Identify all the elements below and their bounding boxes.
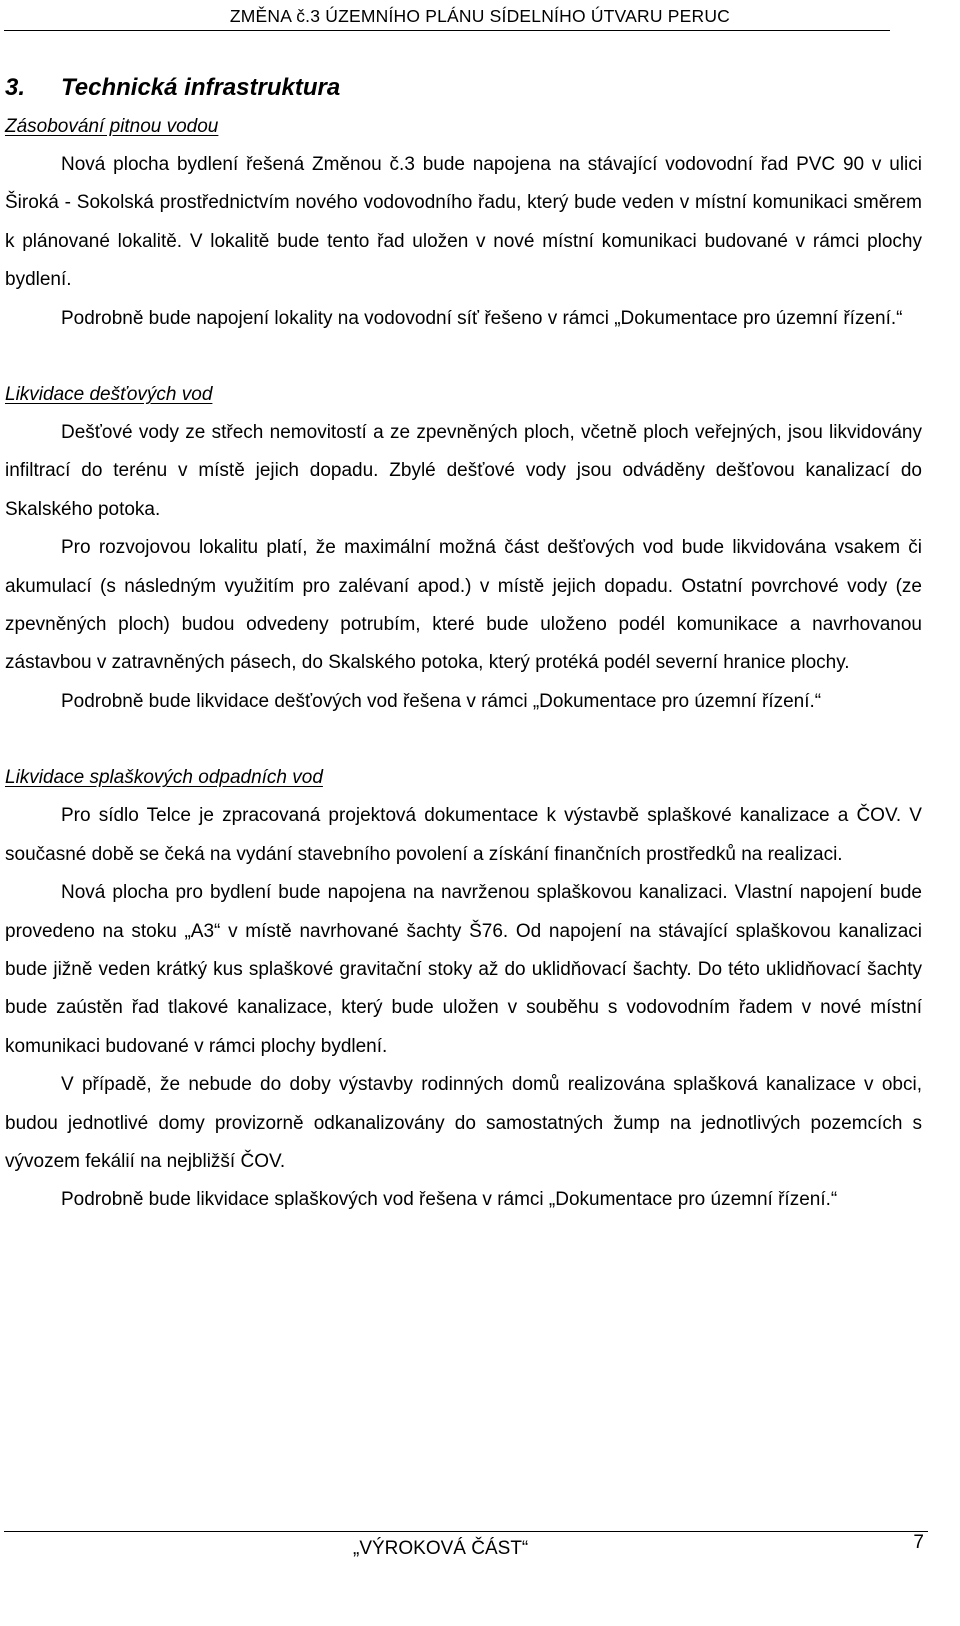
footer-label: „VÝROKOVÁ ČÁST“: [353, 1538, 529, 1559]
block-sewage: [5, 759, 922, 1219]
paragraph: Podrobně bude napojení lokality na vodovodní síť řešeno v rámci „Dokumentace pro územní řízení.“: [61, 307, 903, 329]
paragraph: Nová plocha pro bydlení bude napojena na navrženou splaškovou kanalizaci. Vlastní napojení bude provedeno na stoku „A3“ v místě navrhované šachty Š76. Od napojení na stávající splaškovou kanalizaci bude jižně veden krátký kus splaškové gravitační stoky až do uklidňovací šachty. Do této uklidňovací šachty bude zaústěn řad tlakové kanalizace, který bude uložen v souběhu s vodovodním řadem v nové místní komunikaci budované v rámci plochy bydlení.: [5, 882, 922, 1057]
section-title: Technická infrastruktura: [61, 74, 341, 101]
header-title: ZMĚNA č.3 ÚZEMNÍHO PLÁNU SÍDELNÍHO ÚTVARU PERUC: [229, 6, 730, 26]
spacer: [5, 721, 922, 759]
subheading-rainwater: Likvidace dešťových vod: [5, 384, 213, 406]
subheading-water-supply: Zásobování pitnou vodou: [5, 116, 219, 137]
page-number: 7: [913, 1532, 924, 1553]
section-number: 3.: [5, 74, 26, 101]
paragraph: Podrobně bude likvidace splaškových vod řešena v rámci „Dokumentace pro územní řízení.“: [61, 1189, 838, 1211]
paragraph: Podrobně bude likvidace dešťových vod řešena v rámci „Dokumentace pro územní řízení.“: [61, 690, 822, 712]
subheading-sewage: Likvidace splaškových odpadních vod: [5, 767, 323, 789]
paragraph: Dešťové vody ze střech nemovitostí a ze zpevněných ploch, včetně ploch veřejných, jsou likvidovány infiltrací do terénu v místě jejich dopadu. Zbylé dešťové vody jsou odváděny dešťovou kanalizací do Skalského potoka.: [5, 422, 922, 520]
paragraph: V případě, že nebude do doby výstavby rodinných domů realizována splašková kanalizace v obci, budou jednotlivé domy provizorně odkanalizovány do samostatných žump na jednotlivých pozemcích s vývozem fekálií na nejbližší ČOV.: [5, 1074, 922, 1172]
paragraph: Pro sídlo Telce je zpracovaná projektová dokumentace k výstavbě splaškové kanalizace a ČOV. V současné době se čeká na vydání stavebního povolení a získání finančních prostředků na realizaci.: [5, 805, 922, 865]
spacer: [5, 338, 922, 376]
page-content: [5, 68, 922, 1220]
block-rainwater: [5, 376, 922, 721]
paragraph: Pro rozvojovou lokalitu platí, že maximální možná část dešťových vod bude likvidována vsakem či akumulací (s následným využitím pro zalévaní apod.) v místě jejich dopadu. Ostatní povrchové vody (ze zpevněných ploch) budou odvedeny potrubím, které bude uloženo podél komunikace a navrhovanou zástavbou v zatravněných pásech, do Skalského potoka, který protéká podél severní hranice plochy.: [5, 537, 922, 674]
page-footer: [4, 1531, 928, 1572]
block-water-supply: [5, 108, 922, 338]
section-heading: [5, 68, 922, 108]
page-header: [4, 6, 890, 31]
paragraph: Nová plocha bydlení řešená Změnou č.3 bude napojena na stávající vodovodní řad PVC 90 v ulici Široká - Sokolská prostřednictvím nového vodovodního řadu, který bude veden v místní komunikaci směrem k plánované lokalitě. V lokalitě bude tento řad uložen v nové místní komunikaci budované v rámci plochy bydlení.: [5, 154, 922, 291]
